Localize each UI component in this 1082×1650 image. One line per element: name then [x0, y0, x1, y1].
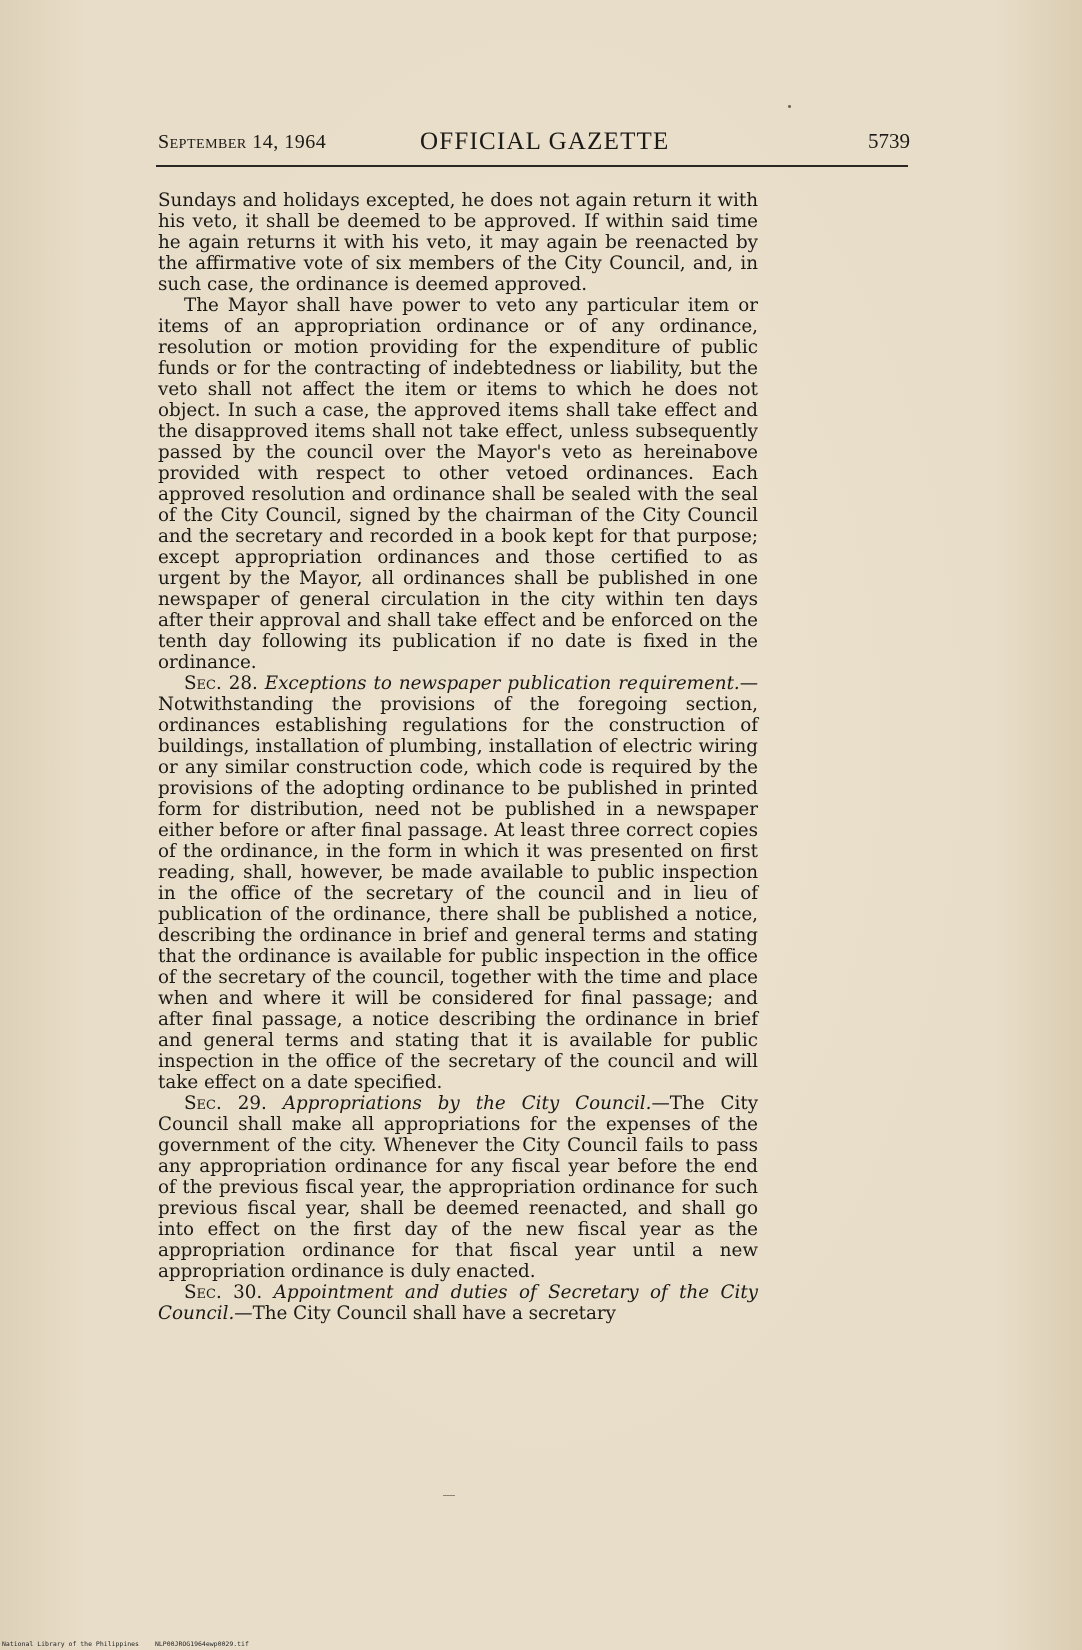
- section-text: —The City Council shall make all appropriations for the expenses of the government of the city. Whenever the City Council fails to pass any appropriation ordinance for any fiscal year before the end of the previous fiscal year, the appropriation ordinance for such previous fiscal year, shall be deemed reenacted, and shall go into effect on the first day of the new fiscal year as the appropriation ordinance for that fiscal year until a new appropriation ordinance is duly enacted.: [158, 1093, 759, 1282]
- scan-footer: [2, 1640, 249, 1648]
- section-number: Sec. 30.: [184, 1282, 263, 1303]
- header-rule: [156, 165, 908, 167]
- page-header: [158, 128, 910, 158]
- body-text: [158, 190, 758, 1324]
- header-title: OFFICIAL GAZETTE: [420, 128, 670, 155]
- section-heading: Exceptions to newspaper publication requirement.: [264, 673, 740, 694]
- footer-file: NLP00JROG1964ewp0029.tif: [154, 1640, 249, 1648]
- speck-mark: [788, 105, 791, 108]
- section-number: Sec. 29.: [184, 1093, 267, 1114]
- header-date: September 14, 1964: [158, 131, 327, 153]
- section-text: —Notwithstanding the provisions of the foregoing section, ordinances establishing regulations for the construction of buildings, installation of plumbing, installation of electric wiring or any similar construction code, which code is required by the provisions of the adopting ordinance to be published in printed form for distribution, need not be published in a newspaper either before or after final passage. At least three correct copies of the ordinance, in the form in which it was presented on first reading, shall, however, be made available to public inspection in the office of the secretary of the council and in lieu of publication of the ordinance, there shall be published a notice, describing the ordinance in brief and general terms and stating that the ordinance is available for public inspection in the office of the secretary of the council, together with the time and place when and where it will be considered for final passage; and after final passage, a notice describing the ordinance in brief and general terms and stating that it is available for public inspection in the office of the secretary of the council and will take effect on a date specified.: [158, 673, 759, 1093]
- section-28: [158, 673, 758, 1093]
- paragraph: Sundays and holidays excepted, he does not again return it with his veto, it shall be deemed to be approved. If within said time he again returns it with his veto, it may again be reenacted by the affirmative vote of six members of the City Council, and, in such case, the ordinance is deemed approved.: [158, 190, 758, 295]
- section-text: —The City Council shall have a secretary: [234, 1303, 616, 1324]
- section-30: [158, 1282, 758, 1324]
- section-number: Sec. 28.: [184, 673, 258, 694]
- section-heading: Appropriations by the City Council.: [282, 1093, 652, 1114]
- page-number: 5739: [868, 129, 910, 153]
- section-29: [158, 1093, 758, 1282]
- paragraph: The Mayor shall have power to veto any particular item or items of an appropriation ordinance or of any ordinance, resolution or motion providing for the expenditure of public funds or for the contracting of indebtedness or liability, but the veto shall not affect the item or items to which he does not object. In such a case, the approved items shall take effect and the disapproved items shall not take effect, unless subsequently passed by the council over the Mayor's veto as hereinabove provided with respect to other vetoed ordinances. Each approved resolution and ordinance shall be sealed with the seal of the City Council, signed by the chairman of the City Council and the secretary and recorded in a book kept for that purpose; except appropriation ordinances and those certified to as urgent by the Mayor, all ordinances shall be published in one newspaper of general circulation in the city within ten days after their approval and shall take effect and be enforced on the tenth day following its publication if no date is fixed in the ordinance.: [158, 295, 758, 673]
- footer-library: National Library of the Philippines: [2, 1640, 139, 1648]
- bottom-dash-mark: [443, 1495, 455, 1496]
- section-heading: Appointment and duties of Secretary of the City Council.: [158, 1282, 758, 1324]
